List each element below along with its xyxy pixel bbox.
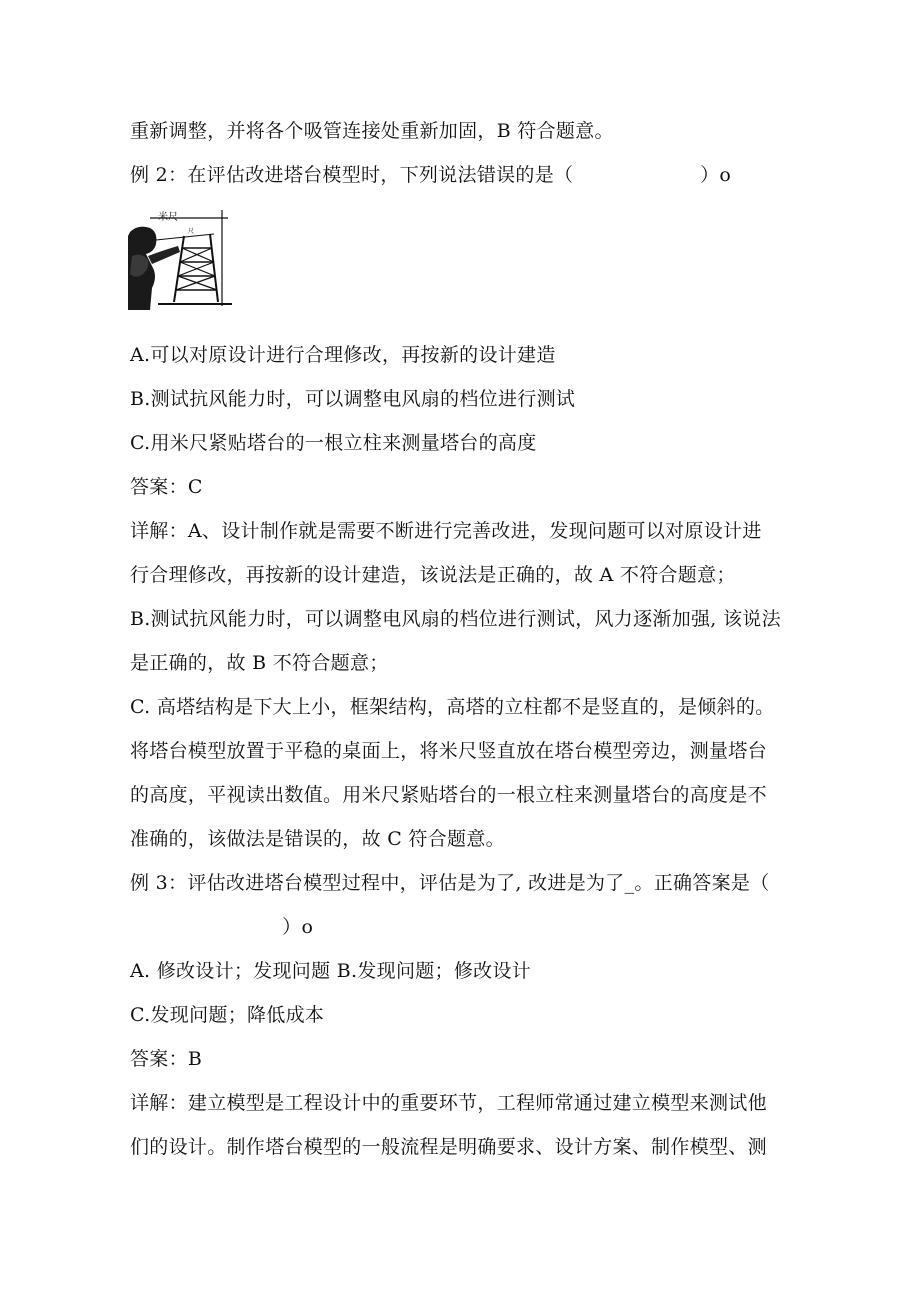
example-3-question-continued: ）o — [130, 916, 314, 938]
explanation-line: 详解：建立模型是工程设计中的重要环节，工程师常通过建立模型来测试他 — [130, 1092, 767, 1114]
answer-example-3: 答案：B — [130, 1048, 203, 1070]
explanation-line: 行合理修改，再按新的设计建造，该说法是正确的，故 A 不符合题意； — [130, 564, 736, 586]
example-2-question: 例 2：在评估改进塔台模型时，下列说法错误的是（ ）o — [130, 164, 732, 186]
figure-label-small: 尺 — [188, 228, 195, 235]
option-c-ex3: C.发现问题；降低成本 — [130, 1004, 325, 1026]
explanation-line: 准确的，该做法是错误的，故 C 符合题意。 — [130, 828, 505, 850]
options-ab: A. 修改设计；发现问题 B.发现问题；修改设计 — [130, 960, 532, 982]
option-a: A.可以对原设计进行合理修改，再按新的设计建造 — [130, 344, 556, 366]
answer-example-2: 答案：C — [130, 476, 203, 498]
text-line: 重新调整，并将各个吸管连接处重新加固，B 符合题意。 — [130, 120, 614, 142]
explanation-line: 将塔台模型放置于平稳的桌面上，将米尺竖直放在塔台模型旁边，测量塔台 — [130, 740, 767, 762]
explanation-line: 详解：A、设计制作就是需要不断进行完善改进，发现问题可以对原设计进 — [130, 520, 762, 542]
figure-label-ruler: 米尺 — [158, 212, 178, 223]
explanation-line: B.测试抗风能力时，可以调整电风扇的档位进行测试，风力逐渐加强, 该说法 — [130, 608, 781, 630]
tower-measurement-illustration — [128, 206, 234, 310]
option-c: C.用米尺紧贴塔台的一根立柱来测量塔台的高度 — [130, 432, 537, 454]
explanation-line: 是正确的，故 B 不符合题意； — [130, 652, 389, 674]
example-3-question: 例 3：评估改进塔台模型过程中，评估是为了, 改进是为了_。正确答案是（ — [130, 872, 770, 894]
tower-measurement-figure — [128, 206, 234, 310]
explanation-line: 的高度，平视读出数值。用米尺紧贴塔台的一根立柱来测量塔台的高度是不 — [130, 784, 767, 806]
explanation-line: 们的设计。制作塔台模型的一般流程是明确要求、设计方案、制作模型、测 — [130, 1136, 767, 1158]
option-b: B.测试抗风能力时，可以调整电风扇的档位进行测试 — [130, 388, 576, 410]
explanation-line: C. 高塔结构是下大上小，框架结构，高塔的立柱都不是竖直的，是倾斜的。 — [130, 696, 775, 718]
